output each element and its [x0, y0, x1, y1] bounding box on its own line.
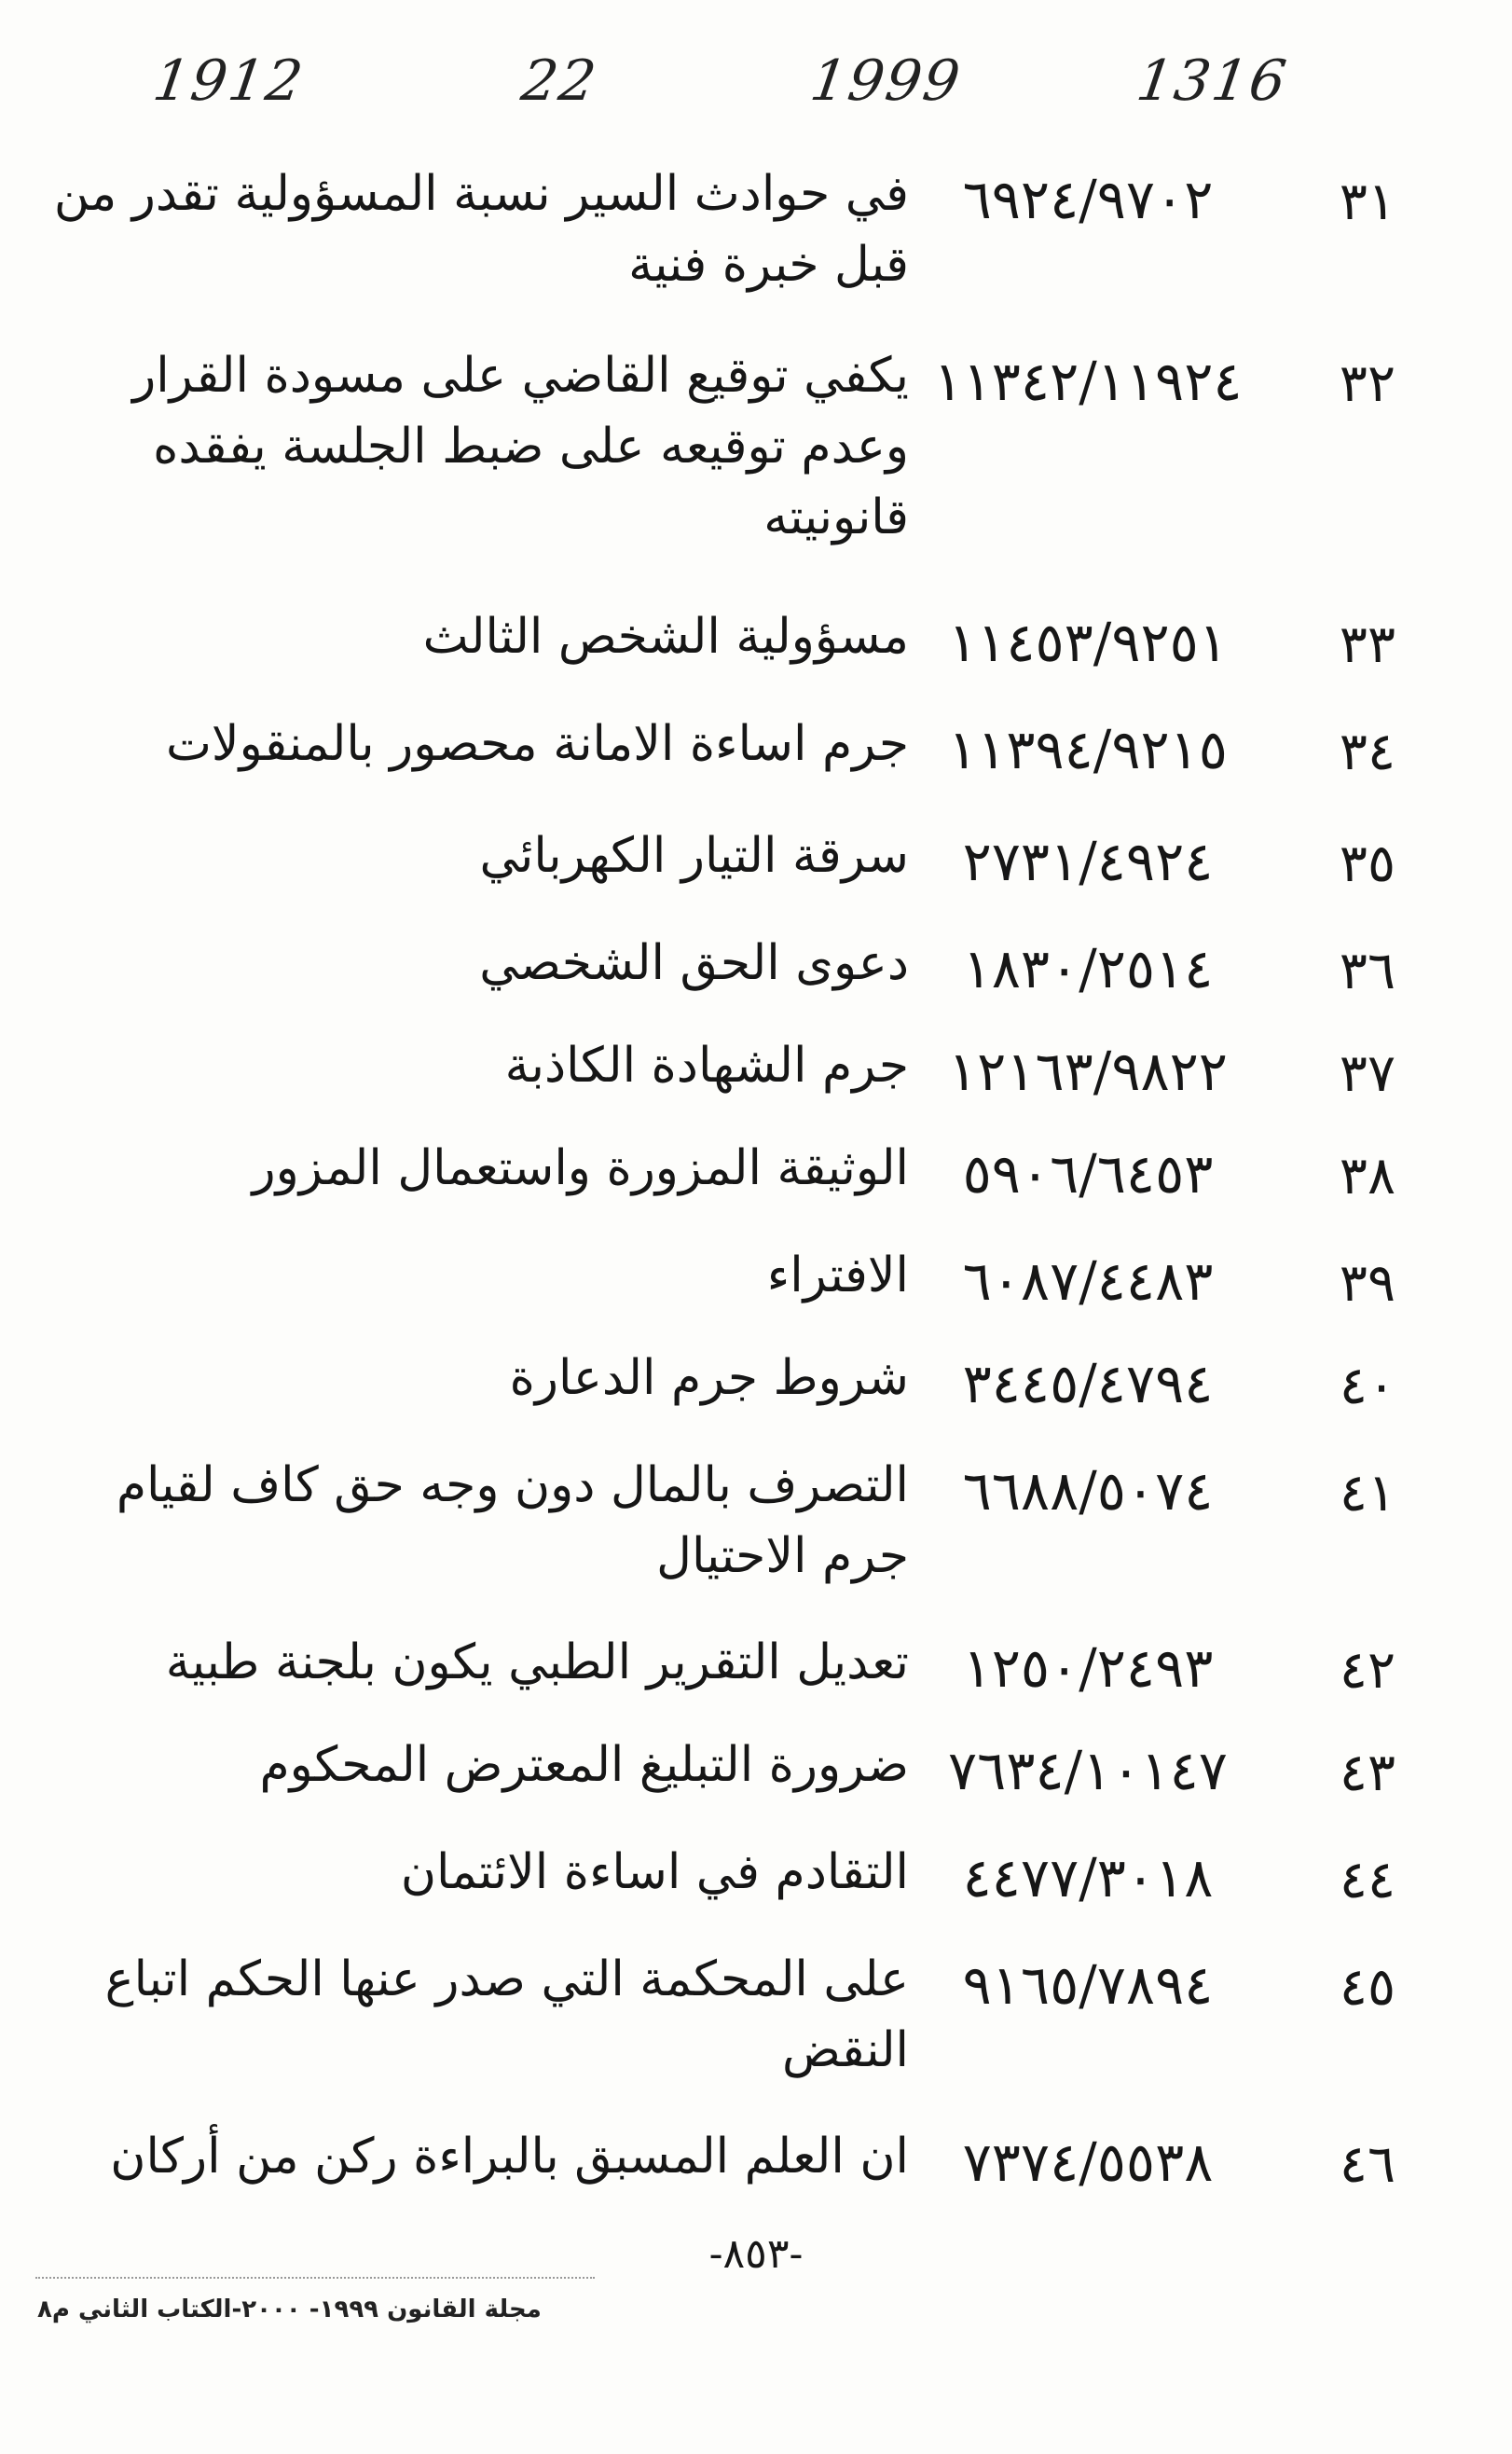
handwritten-note-4: 1912 — [149, 48, 309, 114]
case-reference: ٦٦٨٨/٥٠٧٤ — [962, 1459, 1214, 1523]
row-number: ٣٨ — [1339, 1146, 1396, 1206]
case-reference: ٤٤٧٧/٣٠١٨ — [962, 1846, 1214, 1909]
row-number: ٣٧ — [1339, 1043, 1396, 1104]
row-number: ٤٠ — [1339, 1356, 1396, 1416]
row-number: ٣٣ — [1339, 614, 1396, 675]
page-number: -٨٥٣- — [708, 2230, 804, 2278]
row-number: ٤٦ — [1339, 2134, 1396, 2195]
row-number: ٤٢ — [1339, 1640, 1396, 1701]
footer-citation: مجلة القانون ١٩٩٩- ٢٠٠٠-الكتاب الثاني م٨ — [37, 2295, 542, 2323]
row-title: جرم الشهادة الكاذبة — [504, 1038, 909, 1094]
case-reference: ١٢١٦٣/٩٨٢٢ — [948, 1040, 1228, 1103]
case-reference: ٦٠٨٧/٤٤٨٣ — [962, 1249, 1214, 1313]
row-number: ٣٢ — [1339, 353, 1396, 414]
row-title: في حوادث السير نسبة المسؤولية تقدر من قبل خبرة فنية — [53, 166, 909, 293]
row-title: التقادم في اساءة الائتمان — [400, 1844, 909, 1900]
row-number: ٣٥ — [1339, 834, 1396, 894]
row-title: تعديل التقرير الطبي يكون بلجنة طبية — [165, 1634, 909, 1690]
row-title: الافتراء — [766, 1248, 909, 1303]
case-reference: ٣٤٤٥/٤٧٩٤ — [962, 1352, 1214, 1415]
case-reference: ٩١٦٥/٧٨٩٤ — [962, 1953, 1214, 2017]
case-reference: ٢٧٣١/٤٩٢٤ — [962, 830, 1214, 893]
row-title: مسؤولية الشخص الثالث — [422, 609, 909, 665]
row-title: الوثيقة المزورة واستعمال المزور — [252, 1140, 909, 1196]
row-title: سرقة التيار الكهربائي — [479, 828, 909, 884]
row-title: دعوى الحق الشخصي — [479, 935, 909, 991]
case-reference: ١١٤٥٣/٩٢٥١ — [948, 611, 1228, 674]
row-title: التصرف بالمال دون وجه حق كاف لقيام جرم الاحتيال — [116, 1457, 909, 1584]
row-title: ان العلم المسبق بالبراءة ركن من أركان — [110, 2129, 909, 2185]
footer-divider — [35, 2277, 595, 2279]
row-title: شروط جرم الدعارة — [509, 1350, 909, 1406]
row-title: جرم اساءة الامانة محصور بالمنقولات — [165, 716, 909, 772]
row-title: يكفي توقيع القاضي على مسودة القرار وعدم توقيعه على ضبط الجلسة يفقده قانونيته — [132, 348, 909, 545]
case-reference: ١١٣٤٢/١١٩٢٤ — [933, 350, 1243, 413]
row-title: على المحكمة التي صدر عنها الحكم اتباع النقض — [104, 1951, 909, 2078]
row-title: ضرورة التبليغ المعترض المحكوم — [259, 1737, 909, 1793]
row-number: ٤٣ — [1339, 1743, 1396, 1803]
handwritten-note-2: 1999 — [806, 48, 966, 114]
handwritten-note-3: 22 — [517, 48, 602, 114]
row-number: ٣١ — [1339, 172, 1396, 232]
case-reference: ٧٦٣٤/١٠١٤٧ — [948, 1739, 1228, 1802]
case-reference: ١٨٣٠/٢٥١٤ — [962, 937, 1214, 1000]
case-reference: ٦٩٢٤/٩٧٠٢ — [962, 168, 1214, 231]
row-number: ٣٤ — [1339, 722, 1396, 782]
row-number: ٤١ — [1339, 1463, 1396, 1523]
handwritten-note-1: 1316 — [1133, 48, 1292, 114]
row-number: ٤٥ — [1339, 1957, 1396, 2018]
row-number: ٤٤ — [1339, 1850, 1396, 1910]
case-reference: ١١٣٩٤/٩٢١٥ — [948, 718, 1228, 781]
case-reference: ١٢٥٠/٢٤٩٣ — [962, 1636, 1214, 1700]
row-number: ٣٦ — [1339, 941, 1396, 1001]
row-number: ٣٩ — [1339, 1253, 1396, 1314]
case-reference: ٧٣٧٤/٥٥٣٨ — [962, 2130, 1214, 2194]
case-reference: ٥٩٠٦/٦٤٥٣ — [962, 1142, 1214, 1206]
